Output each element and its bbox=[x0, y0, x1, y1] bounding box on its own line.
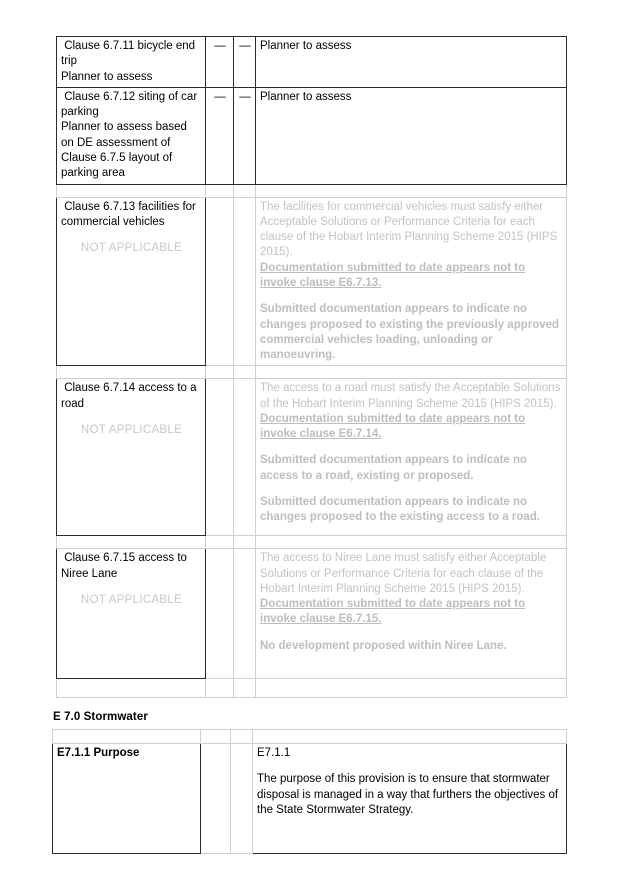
col2-cell-6-7-11: — bbox=[206, 37, 234, 88]
clause-cell-6-7-15 bbox=[57, 549, 206, 679]
assessment-body-e7-1-1: The purpose of this provision is to ensure that stormwater disposal is managed in a way that furthers the objectives of the State Stormwater Strategy. bbox=[257, 773, 559, 816]
clause-cell-6-7-14 bbox=[57, 379, 206, 536]
assessment-para-underlined: Documentation submitted to date appears not to invoke clause E6.7.13. bbox=[260, 261, 526, 289]
assessment-code-e7-1-1: E7.1.1 bbox=[257, 747, 291, 759]
clause-label-6-7-15: Clause 6.7.15 access to Niree Lane bbox=[61, 552, 187, 580]
spacer-cell bbox=[57, 184, 206, 197]
clause-cell-6-7-13 bbox=[57, 197, 206, 366]
table-row bbox=[57, 37, 567, 88]
spacer-cell bbox=[231, 730, 253, 744]
col3-cell-6-7-12: — bbox=[234, 87, 256, 184]
spacer-cell bbox=[53, 730, 201, 744]
col3-cell-6-7-11: — bbox=[234, 37, 256, 88]
assessment-cell-6-7-13 bbox=[256, 197, 567, 366]
assessment-cell-6-7-12: Planner to assess bbox=[256, 87, 567, 184]
section-heading-stormwater: E 7.0 Stormwater bbox=[53, 711, 148, 723]
spacer-cell bbox=[201, 730, 231, 744]
assessment-para-bold: No development proposed within Niree Lane. bbox=[260, 639, 507, 652]
assessment-para: The access to Niree Lane must satisfy either Acceptable Solutions or Performance Criteria for each clause of the Hobart Interim Planning Scheme 2015 (HIPS 2015). bbox=[260, 552, 547, 595]
col2-cell-e7-1-1 bbox=[201, 744, 231, 854]
spacer-cell bbox=[57, 679, 206, 698]
assessment-cell-6-7-15 bbox=[256, 549, 567, 679]
spacer-cell bbox=[256, 679, 567, 698]
clause-label-e7-1-1: E7.1.1 Purpose bbox=[57, 747, 140, 759]
spacer-cell bbox=[206, 366, 234, 379]
spacer-cell bbox=[256, 366, 567, 379]
spacer-row bbox=[57, 366, 567, 379]
col3-cell-6-7-13 bbox=[234, 197, 256, 366]
spacer-cell bbox=[234, 366, 256, 379]
clause-label-6-7-14: Clause 6.7.14 access to a road bbox=[61, 382, 197, 410]
spacer-cell bbox=[234, 536, 256, 549]
spacer-cell bbox=[57, 366, 206, 379]
stormwater-table bbox=[52, 729, 567, 854]
spacer-cell bbox=[206, 184, 234, 197]
col3-cell-6-7-14 bbox=[234, 379, 256, 536]
col2-cell-6-7-12: — bbox=[206, 87, 234, 184]
assessment-para: The facilities for commercial vehicles must satisfy either Acceptable Solutions or Performance Criteria for each clause of the Hobart Interim Planning Scheme 2015 (HIPS 2015). bbox=[260, 200, 558, 259]
col3-cell-6-7-15 bbox=[234, 549, 256, 679]
table-row bbox=[57, 379, 567, 536]
assessment-para-bold-2: Submitted documentation appears to indicate no changes proposed to the existing access to a road. bbox=[260, 496, 540, 524]
table-row bbox=[53, 744, 567, 854]
traffic-clauses-table bbox=[56, 36, 567, 698]
col2-cell-6-7-15 bbox=[206, 549, 234, 679]
clause-label-6-7-12-line1: Clause 6.7.12 siting of car parking bbox=[61, 90, 198, 119]
clause-cell-e7-1-1 bbox=[53, 744, 201, 854]
spacer-row bbox=[53, 730, 567, 744]
table-row bbox=[57, 197, 567, 366]
spacer-cell bbox=[256, 184, 567, 197]
spacer-cell bbox=[206, 536, 234, 549]
table-row bbox=[57, 87, 567, 184]
clause-label-6-7-11-line1: Clause 6.7.11 bicycle end trip bbox=[61, 40, 196, 68]
status-badge-6-7-14: NOT APPLICABLE bbox=[80, 423, 183, 436]
col2-cell-6-7-14 bbox=[206, 379, 234, 536]
assessment-para-underlined: Documentation submitted to date appears not to invoke clause E6.7.14. bbox=[260, 412, 526, 441]
spacer-cell bbox=[57, 536, 206, 549]
table-row bbox=[57, 549, 567, 679]
col3-cell-e7-1-1 bbox=[231, 744, 253, 854]
spacer-cell bbox=[253, 730, 567, 744]
col2-cell-6-7-13 bbox=[206, 197, 234, 366]
spacer-row bbox=[57, 184, 567, 197]
clause-cell-6-7-11 bbox=[57, 37, 206, 88]
spacer-cell bbox=[206, 679, 234, 698]
assessment-para: The access to a road must satisfy the Acceptable Solutions of the Hobart Interim Planning Scheme 2015 (HIPS 2015). bbox=[260, 382, 561, 410]
clause-label-6-7-11-line2: Planner to assess bbox=[61, 70, 153, 83]
clause-cell-6-7-12 bbox=[57, 87, 206, 184]
spacer-row bbox=[57, 536, 567, 549]
assessment-para-underlined: Documentation submitted to date appears not to invoke clause E6.7.15. bbox=[260, 598, 526, 626]
clause-label-6-7-13: Clause 6.7.13 facilities for commercial vehicles bbox=[61, 200, 196, 228]
assessment-para-bold: Submitted documentation appears to indicate no access to a road, existing or proposed. bbox=[260, 454, 528, 482]
assessment-para-bold: Submitted documentation appears to indicate no changes proposed to existing the previously approved commercial vehicles loading, unloading or manoeuvring. bbox=[260, 303, 560, 362]
assessment-cell-e7-1-1 bbox=[253, 744, 567, 854]
spacer-row-trailing bbox=[57, 679, 567, 698]
status-badge-6-7-13: NOT APPLICABLE bbox=[80, 242, 183, 255]
assessment-cell-6-7-11: Planner to assess bbox=[256, 37, 567, 88]
spacer-cell bbox=[234, 679, 256, 698]
status-badge-6-7-15: NOT APPLICABLE bbox=[80, 593, 183, 606]
clause-label-6-7-12-line2: Planner to assess based on DE assessment of Clause 6.7.5 layout of parking area bbox=[61, 121, 187, 180]
spacer-cell bbox=[234, 184, 256, 197]
assessment-cell-6-7-14 bbox=[256, 379, 567, 536]
spacer-cell bbox=[256, 536, 567, 549]
